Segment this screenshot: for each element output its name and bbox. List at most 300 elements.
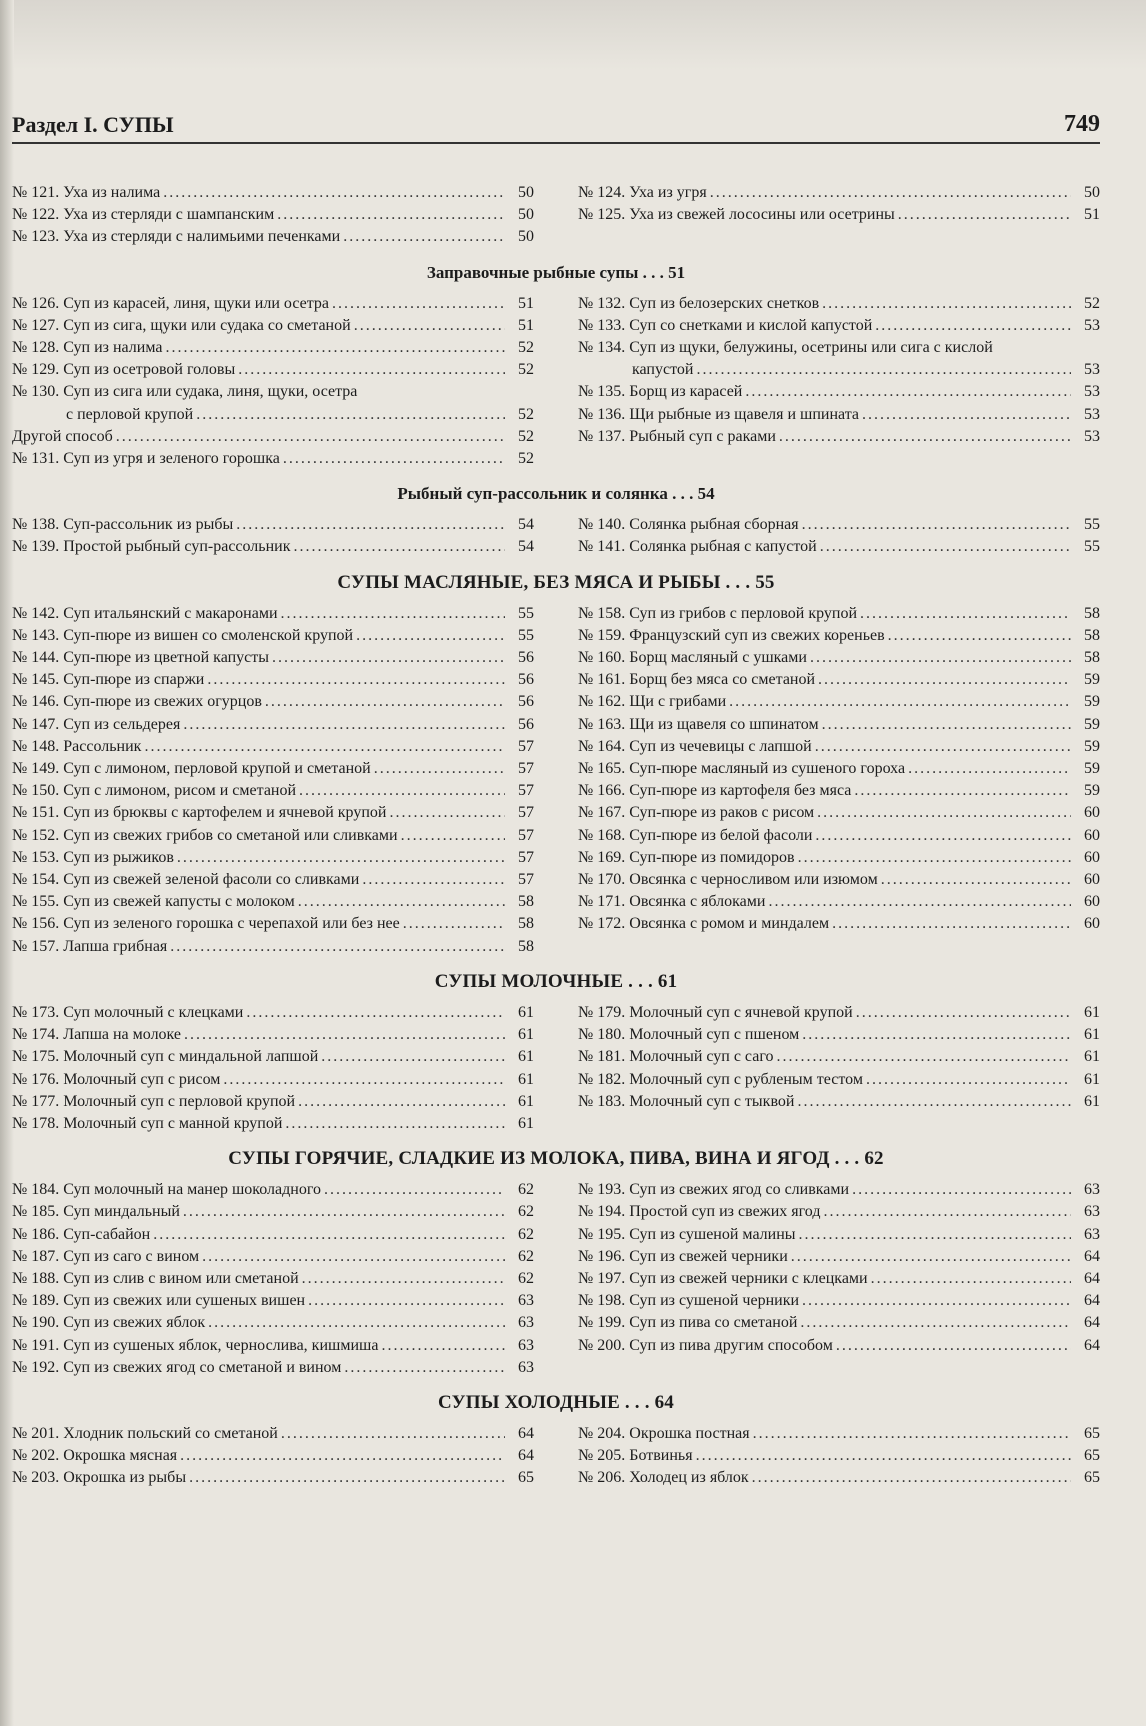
dot-leader xyxy=(852,1179,1071,1201)
toc-entry xyxy=(12,913,534,935)
page-ref: 58 xyxy=(518,893,534,911)
toc-entry xyxy=(578,514,1100,536)
recipe-title: Суп-пюре из цветной капусты xyxy=(63,649,269,667)
dot-leader xyxy=(403,913,505,935)
recipe-title: Суп из свежей черники xyxy=(629,1247,788,1265)
page-ref: 56 xyxy=(518,649,534,667)
recipe-title: Суп из слив с вином или сметаной xyxy=(63,1269,299,1287)
recipe-title: Суп из саго с вином xyxy=(63,1247,200,1265)
recipe-title: Борщ масляный с ушками xyxy=(629,649,807,667)
page-ref: 55 xyxy=(518,626,534,644)
dot-leader xyxy=(818,669,1071,691)
recipe-number: № 203. xyxy=(12,1469,60,1487)
toc-entry xyxy=(12,891,534,913)
recipe-title: Суп-пюре из белой фасоли xyxy=(629,826,813,844)
recipe-number: № 161. xyxy=(578,671,626,689)
recipe-title: Уха из стерляди с налимьими печенками xyxy=(63,228,341,246)
dot-leader xyxy=(823,1201,1071,1223)
recipe-number: № 180. xyxy=(578,1026,626,1044)
recipe-title: Суп из свежей капусты с молоком xyxy=(63,893,295,911)
recipe-number: № 132. xyxy=(578,294,626,312)
page-ref: 64 xyxy=(1084,1292,1100,1310)
recipe-number: № 196. xyxy=(578,1247,626,1265)
toc-entry xyxy=(578,315,1100,337)
dot-leader xyxy=(308,1290,505,1312)
dot-leader xyxy=(285,1113,505,1135)
page-ref: 64 xyxy=(1084,1314,1100,1332)
page-ref: 61 xyxy=(1084,1048,1100,1066)
recipe-number: № 152. xyxy=(12,826,60,844)
recipe-title: Суп из грибов с перловой крупой xyxy=(629,604,858,622)
page-ref: 52 xyxy=(518,427,534,445)
recipe-number: № 143. xyxy=(12,626,60,644)
section-heading: СУПЫ МОЛОЧНЫЕ . . . 61 xyxy=(434,970,678,992)
toc-entry xyxy=(12,1002,534,1024)
page-ref: 62 xyxy=(518,1247,534,1265)
page-ref: 52 xyxy=(518,339,534,357)
recipe-number: № 193. xyxy=(578,1181,626,1199)
toc-entry xyxy=(12,603,534,625)
left-column xyxy=(12,182,534,249)
recipe-title: Рассольник xyxy=(63,737,142,755)
recipe-title: Молочный суп с рубленым тестом xyxy=(629,1070,863,1088)
recipe-title: Суп с лимоном, рисом и сметаной xyxy=(63,782,297,800)
recipe-title: Молочный суп с манной крупой xyxy=(63,1114,283,1132)
dot-leader xyxy=(281,1423,505,1445)
toc-entry xyxy=(12,1290,534,1312)
recipe-title: Овсянка с черносливом или изюмом xyxy=(629,871,878,889)
recipe-number: № 128. xyxy=(12,339,60,357)
page-ref: 62 xyxy=(518,1225,534,1243)
recipe-number: № 146. xyxy=(12,693,60,711)
right-column xyxy=(578,603,1100,936)
toc-entry xyxy=(578,1467,1100,1489)
recipe-number: № 185. xyxy=(12,1203,60,1221)
dot-leader xyxy=(356,625,505,647)
toc-entry xyxy=(578,1423,1100,1445)
dot-leader xyxy=(298,1091,505,1113)
toc-entry xyxy=(578,891,1100,913)
page-ref: 64 xyxy=(518,1424,534,1442)
recipe-title: Суп из угря и зеленого горошка xyxy=(63,450,280,468)
toc-entry xyxy=(12,802,534,824)
recipe-title: Окрошка мясная xyxy=(63,1447,178,1465)
dot-leader xyxy=(875,315,1071,337)
toc-entry xyxy=(12,381,534,425)
page-ref: 59 xyxy=(1084,671,1100,689)
recipe-title: Суп-пюре масляный из сушеного гороха xyxy=(629,760,906,778)
recipe-title: Суп-пюре из вишен со смоленской крупой xyxy=(63,626,354,644)
recipe-number: № 206. xyxy=(578,1469,626,1487)
recipe-number: № 158. xyxy=(578,604,626,622)
recipe-number: № 148. xyxy=(12,737,60,755)
recipe-number: № 177. xyxy=(12,1092,60,1110)
recipe-title: Суп из сушеной малины xyxy=(629,1225,796,1243)
page-ref: 57 xyxy=(518,782,534,800)
recipe-number: № 183. xyxy=(578,1092,626,1110)
dot-leader xyxy=(236,514,505,536)
recipe-title: Суп из белозерских снетков xyxy=(629,294,820,312)
toc-entry xyxy=(12,1224,534,1246)
recipe-number: № 134. xyxy=(578,339,626,357)
toc-entry xyxy=(578,1290,1100,1312)
section-entries xyxy=(12,182,1100,249)
toc-entry xyxy=(12,1268,534,1290)
page-ref: 52 xyxy=(518,405,534,423)
recipe-title: Суп из свежих ягод со сливками xyxy=(629,1181,850,1199)
toc-entry xyxy=(12,780,534,802)
page-ref: 58 xyxy=(1084,604,1100,622)
toc-entry xyxy=(12,337,534,359)
toc-entry xyxy=(578,1224,1100,1246)
toc-entry xyxy=(12,182,534,204)
recipe-title: Суп-пюре из свежих огурцов xyxy=(63,693,262,711)
recipe-number: № 145. xyxy=(12,671,60,689)
toc-entry xyxy=(578,736,1100,758)
page-ref: 63 xyxy=(1084,1181,1100,1199)
recipe-title: Щи с грибами xyxy=(629,693,727,711)
page-ref: 65 xyxy=(1084,1447,1100,1465)
dot-leader xyxy=(815,736,1071,758)
recipe-number: № 151. xyxy=(12,804,60,822)
page-ref: 52 xyxy=(1084,294,1100,312)
recipe-number: № 125. xyxy=(578,206,626,224)
recipe-title: Суп-пюре из раков с рисом xyxy=(629,804,815,822)
toc-entry xyxy=(578,913,1100,935)
recipe-title: Суп миндальный xyxy=(63,1203,180,1221)
recipe-title: Суп из свежих яблок xyxy=(63,1314,206,1332)
page-ref: 50 xyxy=(518,206,534,224)
dot-leader xyxy=(144,736,505,758)
dot-leader xyxy=(888,625,1071,647)
dot-leader xyxy=(822,293,1071,315)
dot-leader xyxy=(800,1312,1071,1334)
page-ref: 57 xyxy=(518,737,534,755)
toc-entry xyxy=(578,1091,1100,1113)
page-ref: 54 xyxy=(518,516,534,534)
page-ref: 64 xyxy=(1084,1269,1100,1287)
page-ref: 57 xyxy=(518,871,534,889)
recipe-number: № 192. xyxy=(12,1358,60,1376)
toc-entry xyxy=(578,802,1100,824)
toc-entry xyxy=(578,1069,1100,1091)
dot-leader xyxy=(344,1357,505,1379)
recipe-title: Ботвинья xyxy=(629,1447,693,1465)
toc-entry xyxy=(578,603,1100,625)
page-ref: 61 xyxy=(1084,1003,1100,1021)
toc-entry xyxy=(578,1046,1100,1068)
toc-entry xyxy=(12,847,534,869)
recipe-number: № 170. xyxy=(578,871,626,889)
recipe-title: Борщ из карасей xyxy=(629,383,743,401)
dot-leader xyxy=(854,780,1071,802)
page-ref: 62 xyxy=(518,1269,534,1287)
running-header xyxy=(12,102,1100,144)
page-ref: 61 xyxy=(518,1003,534,1021)
dot-leader xyxy=(183,714,505,736)
section-heading: СУПЫ ГОРЯЧИЕ, СЛАДКИЕ ИЗ МОЛОКА, ПИВА, ВИНА И ЯГОД . . . 62 xyxy=(228,1148,884,1170)
dot-leader xyxy=(272,647,505,669)
left-column xyxy=(12,603,534,958)
right-column xyxy=(578,1423,1100,1490)
dot-leader xyxy=(832,913,1071,935)
toc-entry xyxy=(12,536,534,558)
dot-leader xyxy=(165,337,505,359)
recipe-number: № 181. xyxy=(578,1048,626,1066)
recipe-number: № 191. xyxy=(12,1336,60,1354)
page-ref: 61 xyxy=(518,1048,534,1066)
recipe-number: № 130. xyxy=(12,383,60,401)
page-ref: 57 xyxy=(518,804,534,822)
recipe-title: Овсянка с яблоками xyxy=(629,893,766,911)
dot-leader xyxy=(820,536,1071,558)
page-ref: 64 xyxy=(1084,1336,1100,1354)
recipe-title: Суп из зеленого горошка с черепахой или без нее xyxy=(63,915,400,933)
recipe-number: № 136. xyxy=(578,405,626,423)
recipe-title: Солянка рыбная с капустой xyxy=(629,538,817,556)
dot-leader xyxy=(822,714,1071,736)
recipe-title: Окрошка постная xyxy=(629,1424,750,1442)
right-column xyxy=(578,293,1100,448)
dot-leader xyxy=(180,1445,505,1467)
right-column xyxy=(578,1179,1100,1357)
recipe-title: Суп из брюквы с картофелем и ячневой крупой xyxy=(63,804,387,822)
left-column xyxy=(12,1179,534,1379)
recipe-title: Уха из угря xyxy=(629,184,707,201)
toc-entry xyxy=(12,647,534,669)
page-ref: 51 xyxy=(518,294,534,312)
recipe-number: № 124. xyxy=(578,184,626,201)
page-ref: 61 xyxy=(518,1070,534,1088)
recipe-title: Окрошка из рыбы xyxy=(63,1469,187,1487)
section-entries xyxy=(12,603,1100,958)
page-ref: 60 xyxy=(1084,915,1100,933)
toc-entry xyxy=(578,1268,1100,1290)
dot-leader xyxy=(908,758,1071,780)
toc-entry xyxy=(12,1246,534,1268)
recipe-title: Суп из свежих или сушеных вишен xyxy=(63,1292,306,1310)
recipe-title: Суп молочный с клецками xyxy=(63,1003,244,1021)
page-ref: 65 xyxy=(518,1469,534,1487)
toc-entry xyxy=(12,1069,534,1091)
recipe-title: Суп из рыжиков xyxy=(63,848,174,866)
recipe-title: Суп из чечевицы с лапшой xyxy=(629,737,812,755)
page-ref: 60 xyxy=(1084,826,1100,844)
recipe-number: № 147. xyxy=(12,715,60,733)
recipe-number: № 165. xyxy=(578,760,626,778)
page-ref: 61 xyxy=(1084,1070,1100,1088)
recipe-number: № 121. xyxy=(12,184,60,201)
right-column xyxy=(578,182,1100,226)
toc-entry xyxy=(12,714,534,736)
dot-leader xyxy=(332,293,505,315)
page-ref: 58 xyxy=(1084,626,1100,644)
page-ref: 60 xyxy=(1084,848,1100,866)
dot-leader xyxy=(381,1335,505,1357)
dot-leader xyxy=(246,1002,505,1024)
dot-leader xyxy=(202,1246,505,1268)
page-number: 749 xyxy=(1064,111,1100,137)
recipe-title: Суп из карасей, линя, щуки или осетра xyxy=(63,294,329,312)
recipe-number: № 156. xyxy=(12,915,60,933)
toc-entry xyxy=(578,691,1100,713)
dot-leader xyxy=(277,204,505,226)
recipe-title: Молочный суп с саго xyxy=(629,1048,774,1066)
toc-entry xyxy=(12,1445,534,1467)
page-ref: 59 xyxy=(1084,693,1100,711)
toc-entry xyxy=(578,204,1100,226)
toc-entry xyxy=(12,1113,534,1135)
dot-leader xyxy=(116,426,505,448)
recipe-number: № 176. xyxy=(12,1070,60,1088)
recipe-title: Суп из сига, щуки или судака со сметаной xyxy=(63,316,351,334)
recipe-title: Суп молочный на манер шоколадного xyxy=(63,1181,321,1199)
page-ref: 58 xyxy=(518,915,534,933)
recipe-number: № 153. xyxy=(12,848,60,866)
page-ref: 56 xyxy=(518,693,534,711)
toc-entry xyxy=(12,625,534,647)
dot-leader xyxy=(170,936,505,958)
recipe-number: № 186. xyxy=(12,1225,60,1243)
toc-entry xyxy=(12,758,534,780)
dot-leader xyxy=(768,891,1071,913)
page-ref: 50 xyxy=(518,228,534,246)
recipe-title: Щи рыбные из щавеля и шпината xyxy=(629,405,860,423)
toc-entry xyxy=(578,1201,1100,1223)
toc-entry xyxy=(12,448,534,470)
section-heading: СУПЫ МАСЛЯНЫЕ, БЕЗ МЯСА И РЫБЫ . . . 55 xyxy=(337,571,775,593)
section-entries xyxy=(12,1002,1100,1135)
page-ref: 65 xyxy=(1084,1424,1100,1442)
section-entries xyxy=(12,1179,1100,1379)
recipe-number: № 198. xyxy=(578,1292,626,1310)
left-column xyxy=(12,293,534,471)
table-of-contents xyxy=(12,182,1100,1490)
dot-leader xyxy=(283,448,505,470)
recipe-title: Рыбный суп с раками xyxy=(629,427,776,445)
toc-entry xyxy=(12,691,534,713)
recipe-number: № 171. xyxy=(578,893,626,911)
recipe-title: Овсянка с ромом и миндалем xyxy=(629,915,830,933)
page-ref: 53 xyxy=(1084,316,1100,334)
page-ref: 61 xyxy=(1084,1026,1100,1044)
toc-entry xyxy=(578,647,1100,669)
recipe-title: Борщ без мяса со сметаной xyxy=(629,671,816,689)
page-ref: 58 xyxy=(1084,649,1100,667)
toc-entry xyxy=(578,1024,1100,1046)
page-ref: 61 xyxy=(518,1092,534,1110)
recipe-title: Уха из свежей лососины или осетрины xyxy=(629,206,895,224)
toc-entry xyxy=(578,182,1100,204)
dot-leader xyxy=(354,315,505,337)
recipe-title: Уха из налима xyxy=(63,184,161,201)
dot-leader xyxy=(799,1224,1071,1246)
recipe-title: Молочный суп с пшеном xyxy=(629,1026,800,1044)
recipe-title: Простой рыбный суп-рассольник xyxy=(63,538,291,556)
toc-entry xyxy=(578,1246,1100,1268)
recipe-title: Суп с лимоном, перловой крупой и сметаной xyxy=(63,760,371,778)
dot-leader xyxy=(238,359,505,381)
toc-entry xyxy=(12,514,534,536)
recipe-number: № 149. xyxy=(12,760,60,778)
dot-leader xyxy=(362,869,505,891)
toc-entry xyxy=(12,204,534,226)
toc-entry xyxy=(12,1024,534,1046)
toc-entry xyxy=(12,1046,534,1068)
dot-leader xyxy=(798,847,1071,869)
dot-leader xyxy=(343,226,505,248)
page-ref: 50 xyxy=(1084,184,1100,201)
section-heading: Заправочные рыбные супы . . . 51 xyxy=(426,262,686,282)
page-ref: 56 xyxy=(518,715,534,733)
recipe-number: № 167. xyxy=(578,804,626,822)
dot-leader xyxy=(696,359,1071,381)
recipe-number: № 174. xyxy=(12,1026,60,1044)
recipe-number: № 154. xyxy=(12,871,60,889)
toc-entry xyxy=(578,1445,1100,1467)
dot-leader xyxy=(777,1046,1072,1068)
recipe-number: № 168. xyxy=(578,826,626,844)
recipe-title-continued: с перловой крупой xyxy=(66,405,194,423)
recipe-number: № 164. xyxy=(578,737,626,755)
dot-leader xyxy=(281,603,506,625)
page-ref: 57 xyxy=(518,826,534,844)
toc-entry xyxy=(12,1335,534,1357)
recipe-number: № 166. xyxy=(578,782,626,800)
toc-entry xyxy=(578,669,1100,691)
recipe-title: Лапша на молоке xyxy=(63,1026,182,1044)
toc-entry xyxy=(578,825,1100,847)
recipe-number: № 126. xyxy=(12,294,60,312)
recipe-title: Суп из сушеных яблок, чернослива, кишмиша xyxy=(63,1336,379,1354)
recipe-number: № 200. xyxy=(578,1336,626,1354)
recipe-number: № 182. xyxy=(578,1070,626,1088)
page-ref: 63 xyxy=(518,1314,534,1332)
dot-leader xyxy=(299,780,505,802)
toc-entry xyxy=(12,426,534,448)
dot-leader xyxy=(153,1224,505,1246)
dot-leader xyxy=(871,1268,1071,1290)
recipe-title: Суп-пюре из картофеля без мяса xyxy=(629,782,852,800)
recipe-title: Солянка рыбная сборная xyxy=(629,516,799,534)
recipe-title: Молочный суп с миндальной лапшой xyxy=(63,1048,319,1066)
dot-leader xyxy=(196,404,505,426)
recipe-number: № 199. xyxy=(578,1314,626,1332)
recipe-number: № 138. xyxy=(12,516,60,534)
page-ref: 56 xyxy=(518,671,534,689)
dot-leader xyxy=(184,1024,505,1046)
page-ref: 60 xyxy=(1084,871,1100,889)
dot-leader xyxy=(729,691,1071,713)
toc-entry xyxy=(578,1312,1100,1334)
recipe-title: Суп из налима xyxy=(63,339,163,357)
recipe-title: Суп из пива другим способом xyxy=(629,1336,833,1354)
recipe-number: № 179. xyxy=(578,1003,626,1021)
page-ref: 61 xyxy=(518,1114,534,1132)
page-ref: 59 xyxy=(1084,782,1100,800)
dot-leader xyxy=(862,404,1071,426)
recipe-title-continued: капустой xyxy=(632,361,694,379)
dot-leader xyxy=(810,647,1071,669)
page-ref: 57 xyxy=(518,760,534,778)
toc-entry-continuation xyxy=(578,359,1100,381)
recipe-number: № 187. xyxy=(12,1247,60,1265)
recipe-title: Уха из стерляди с шампанским xyxy=(63,206,275,224)
section-entries xyxy=(12,514,1100,558)
left-column xyxy=(12,1002,534,1135)
recipe-title: Суп со снетками и кислой капустой xyxy=(629,316,873,334)
toc-entry xyxy=(12,315,534,337)
